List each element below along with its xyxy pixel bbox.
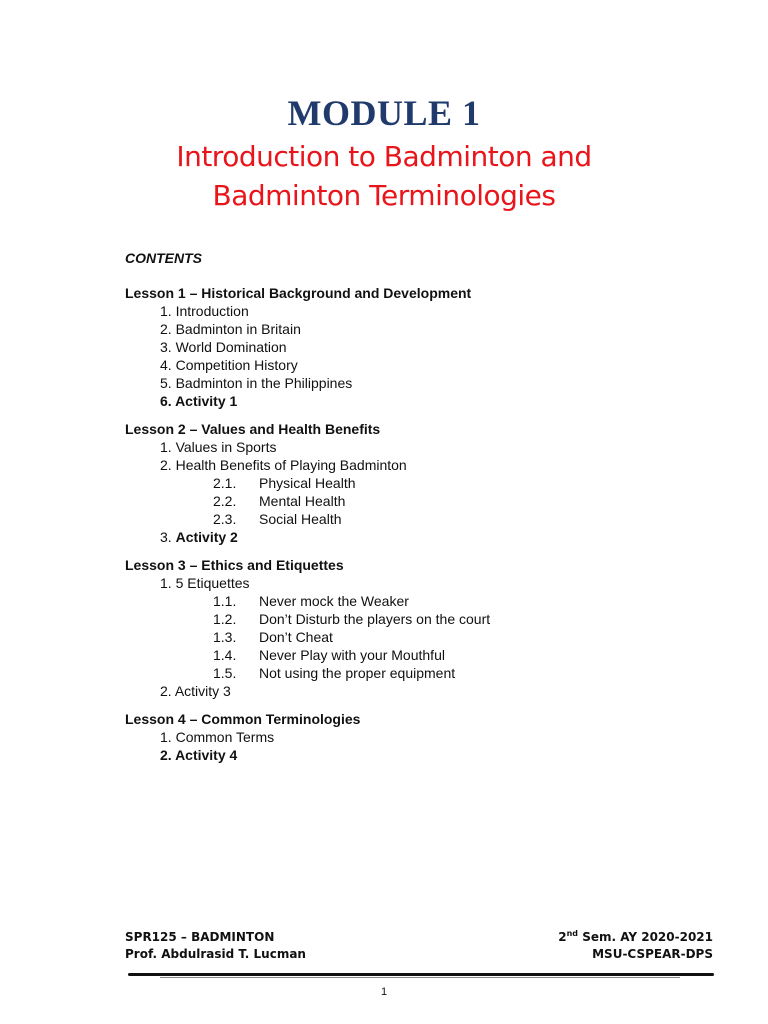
semester-suffix: nd bbox=[566, 929, 579, 938]
module-title: MODULE 1 bbox=[287, 93, 481, 133]
sub-item-text: Social Health bbox=[259, 511, 342, 527]
item-text: Health Benefits of Playing Badminton bbox=[175, 457, 407, 473]
sub-item bbox=[125, 492, 745, 510]
institution: MSU-CSPEAR-DPS bbox=[592, 947, 713, 961]
item-text: Introduction bbox=[175, 303, 249, 319]
list-item bbox=[125, 302, 745, 320]
item-text: Activity 2 bbox=[175, 529, 238, 545]
item-text: 5 Etiquettes bbox=[175, 575, 250, 591]
module-subtitle-line-2: Badminton Terminologies bbox=[212, 179, 556, 212]
item-number: 3. bbox=[160, 529, 172, 545]
list-item-activity bbox=[125, 528, 745, 546]
item-text: Activity 1 bbox=[175, 393, 238, 409]
item-number: 5. bbox=[160, 375, 172, 391]
list-item bbox=[125, 374, 745, 392]
sub-item-text: Don’t Disturb the players on the court bbox=[259, 611, 491, 627]
professor-name: Prof. Abdulrasid T. Lucman bbox=[125, 947, 306, 961]
semester bbox=[558, 929, 713, 946]
semester-number: 2 bbox=[558, 930, 567, 944]
list-item-activity bbox=[125, 746, 745, 764]
sub-item-text: Don’t Cheat bbox=[259, 629, 333, 645]
sub-item-number: 1.5. bbox=[213, 665, 237, 681]
lesson-3-title: Lesson 3 – Ethics and Etiquettes bbox=[125, 557, 344, 573]
item-number: 1. bbox=[160, 303, 172, 319]
sub-item-number: 2.3. bbox=[213, 511, 237, 527]
sub-item bbox=[125, 628, 745, 646]
list-item bbox=[125, 320, 745, 338]
item-number: 2. bbox=[160, 457, 172, 473]
item-number: 1. bbox=[160, 729, 172, 745]
sub-item-number: 2.2. bbox=[213, 493, 237, 509]
course-code: SPR125 – BADMINTON bbox=[125, 930, 275, 944]
item-text: Competition History bbox=[175, 357, 298, 373]
sub-item bbox=[125, 610, 745, 628]
footer-divider bbox=[128, 973, 714, 976]
sub-item-text: Mental Health bbox=[259, 493, 346, 509]
item-text: Badminton in the Philippines bbox=[175, 375, 353, 391]
list-item bbox=[125, 356, 745, 374]
contents-heading: CONTENTS bbox=[125, 250, 202, 266]
sub-item bbox=[125, 646, 745, 664]
sub-item-text: Not using the proper equipment bbox=[259, 665, 456, 681]
sub-item-number: 1.4. bbox=[213, 647, 237, 663]
sub-item-number: 2.1. bbox=[213, 475, 237, 491]
item-text: Common Terms bbox=[175, 729, 275, 745]
sub-item-number: 1.1. bbox=[213, 593, 237, 609]
sub-item-number: 1.3. bbox=[213, 629, 237, 645]
lesson-2-title: Lesson 2 – Values and Health Benefits bbox=[125, 421, 381, 437]
list-item bbox=[125, 728, 745, 746]
sub-item-number: 1.2. bbox=[213, 611, 237, 627]
module-subtitle-line-1: Introduction to Badminton and bbox=[176, 140, 592, 173]
list-item-activity bbox=[125, 682, 745, 700]
item-number: 1. bbox=[160, 575, 172, 591]
list-item bbox=[125, 456, 745, 474]
semester-year: Sem. AY 2020-2021 bbox=[578, 930, 713, 944]
footer-divider-thin bbox=[160, 977, 680, 978]
sub-item-text: Physical Health bbox=[259, 475, 356, 491]
item-number: 2. bbox=[160, 321, 172, 337]
item-number: 2. bbox=[160, 747, 172, 763]
item-number: 6. bbox=[160, 393, 172, 409]
page-footer bbox=[125, 929, 713, 963]
sub-item-text: Never Play with your Mouthful bbox=[259, 647, 445, 663]
table-of-contents bbox=[125, 284, 745, 764]
item-number: 1. bbox=[160, 439, 172, 455]
lesson-4-title: Lesson 4 – Common Terminologies bbox=[125, 711, 361, 727]
item-number: 4. bbox=[160, 357, 172, 373]
list-item bbox=[125, 438, 745, 456]
list-item bbox=[125, 574, 745, 592]
page-number: 1 bbox=[380, 986, 388, 998]
lesson-1-title: Lesson 1 – Historical Background and Development bbox=[125, 285, 472, 301]
item-text: Activity 3 bbox=[174, 683, 231, 699]
item-text: Badminton in Britain bbox=[175, 321, 301, 337]
sub-item bbox=[125, 510, 745, 528]
item-text: Activity 4 bbox=[175, 747, 238, 763]
item-text: Values in Sports bbox=[175, 439, 277, 455]
item-text: World Domination bbox=[175, 339, 287, 355]
sub-item bbox=[125, 474, 745, 492]
item-number: 2. bbox=[160, 683, 172, 699]
sub-item bbox=[125, 592, 745, 610]
sub-item-text: Never mock the Weaker bbox=[259, 593, 409, 609]
list-item-activity bbox=[125, 392, 745, 410]
sub-item bbox=[125, 664, 745, 682]
list-item bbox=[125, 338, 745, 356]
item-number: 3. bbox=[160, 339, 172, 355]
